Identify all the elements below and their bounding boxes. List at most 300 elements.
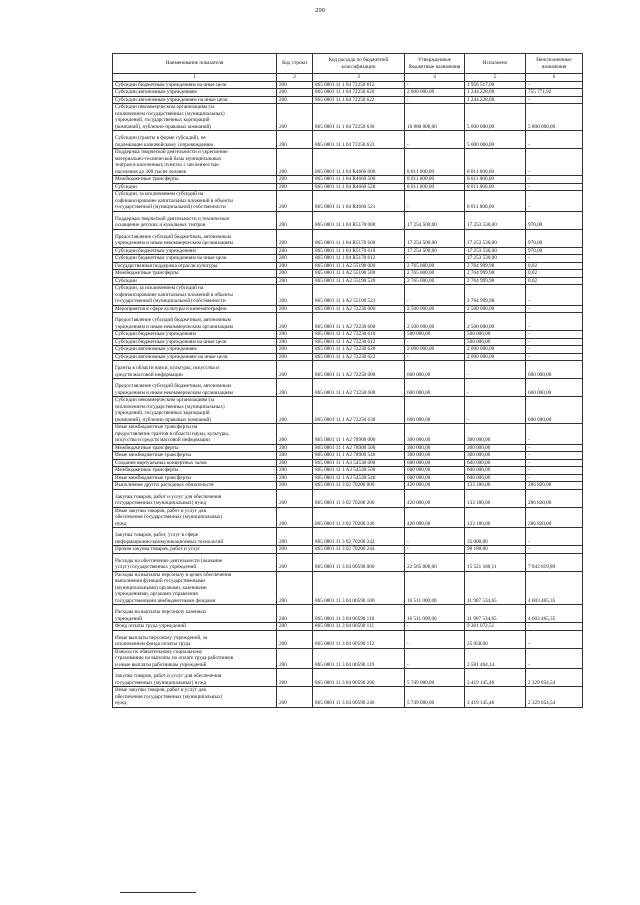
- line-code-cell: 200: [277, 482, 313, 490]
- col-header-unexecuted: Неисполненные назначения: [526, 54, 583, 74]
- executed-amount-cell: 8 011 000,00: [465, 183, 526, 191]
- approved-amount-cell: 300 000,00: [405, 424, 465, 445]
- executed-amount-cell: 25 058,00: [465, 630, 526, 648]
- approved-amount-cell: 5 749 000,00: [405, 687, 465, 708]
- budget-code-cell: 865 0801 11 3 04 00590 119: [313, 648, 405, 669]
- unexecuted-amount-cell: 970,00: [526, 211, 583, 229]
- table-row: [113, 96, 583, 104]
- executed-amount-cell: 2 500 000,00: [465, 305, 526, 313]
- unexecuted-amount-cell: 600 000,00: [526, 397, 583, 424]
- indicator-name-cell: Субсидии бюджетным учреждениям на иные цели: [113, 255, 277, 263]
- budget-code-cell: 865 0801 11 1 04 R5170 600: [313, 229, 405, 247]
- unexecuted-amount-cell: -: [526, 474, 583, 482]
- executed-amount-cell: 133 180,00: [465, 507, 526, 528]
- approved-amount-cell: 8 011 000,00: [405, 183, 465, 191]
- indicator-name-cell: Предоставление субсидий бюджетным, автономным учреждениям и иным некоммерческим организациям: [113, 313, 277, 331]
- budget-execution-table: [112, 53, 583, 708]
- approved-amount-cell: -: [405, 353, 465, 361]
- indicator-name-cell: Субсидии бюджетным учреждениям: [113, 247, 277, 255]
- line-code-cell: 200: [277, 571, 313, 605]
- line-code-cell: 200: [277, 270, 313, 278]
- col-header-approved: Утвержденные бюджетные назначения: [405, 54, 465, 74]
- table-row: [113, 571, 583, 605]
- approved-amount-cell: -: [405, 623, 465, 631]
- indicator-name-cell: Субсидии (гранты в форме субсидий), не подлежащие казначейскому сопровождению: [113, 131, 277, 149]
- budget-code-cell: 865 0801 11 1 04 R4660 520: [313, 183, 405, 191]
- line-code-cell: 200: [277, 397, 313, 424]
- unexecuted-amount-cell: -: [526, 338, 583, 346]
- line-code-cell: 200: [277, 648, 313, 669]
- unexecuted-amount-cell: -: [526, 183, 583, 191]
- unexecuted-amount-cell: -: [526, 353, 583, 361]
- line-code-cell: 200: [277, 669, 313, 687]
- indicator-name-cell: Предоставление субсидий бюджетным, автономным учреждениям и иным некоммерческим организациям: [113, 379, 277, 397]
- executed-amount-cell: 1 956 517,00: [465, 81, 526, 89]
- col-number: 5: [465, 74, 526, 82]
- executed-amount-cell: 11 907 534,65: [465, 571, 526, 605]
- table-row: [113, 285, 583, 306]
- unexecuted-amount-cell: 4 603 465,35: [526, 605, 583, 623]
- line-code-cell: 200: [277, 331, 313, 339]
- line-code-cell: 200: [277, 379, 313, 397]
- budget-code-cell: 865 0801 11 3 02 70200 242: [313, 528, 405, 546]
- table-row: [113, 191, 583, 212]
- line-code-cell: 200: [277, 89, 313, 97]
- table-row: [113, 553, 583, 571]
- unexecuted-amount-cell: -: [526, 346, 583, 354]
- budget-code-cell: 865 0801 11 1 A2 55190 000: [313, 262, 405, 270]
- unexecuted-amount-cell: -: [526, 444, 583, 452]
- budget-code-cell: 865 0801 11 1 04 72250 633: [313, 131, 405, 149]
- executed-amount-cell: 2 764 999,98: [465, 270, 526, 278]
- budget-code-cell: 865 0801 11 1 04 72250 612: [313, 81, 405, 89]
- table-row: [113, 474, 583, 482]
- approved-amount-cell: 2 000 000,00: [405, 89, 465, 97]
- budget-code-cell: 865 0801 11 3 02 70200 240: [313, 507, 405, 528]
- budget-code-cell: 865 0801 11 1 A3 54530 500: [313, 467, 405, 475]
- approved-amount-cell: -: [405, 255, 465, 263]
- table-row: [113, 452, 583, 460]
- unexecuted-amount-cell: -: [526, 424, 583, 445]
- executed-amount-cell: 1 244 228,08: [465, 96, 526, 104]
- table-row: [113, 255, 583, 263]
- executed-amount-cell: 3 419 145,46: [465, 687, 526, 708]
- budget-code-cell: 865 0801 11 3 04 00590 240: [313, 687, 405, 708]
- line-code-cell: 200: [277, 444, 313, 452]
- executed-amount-cell: 2 000 000,00: [465, 353, 526, 361]
- indicator-name-cell: Субсидии автономным учреждениям: [113, 89, 277, 97]
- budget-code-cell: 865 0801 11 3 02 70200 000: [313, 482, 405, 490]
- line-code-cell: 200: [277, 131, 313, 149]
- budget-code-cell: 865 0801 11 1 A2 72230 620: [313, 346, 405, 354]
- unexecuted-amount-cell: 970,00: [526, 229, 583, 247]
- executed-amount-cell: 600 000,00: [465, 474, 526, 482]
- budget-code-cell: 865 0801 11 3 04 00590 200: [313, 669, 405, 687]
- approved-amount-cell: -: [405, 648, 465, 669]
- indicator-name-cell: Закупка товаров, работ, услуг в сфере информационно-коммуникационных технологий: [113, 528, 277, 546]
- approved-amount-cell: 600 000,00: [405, 474, 465, 482]
- budget-code-cell: 865 0801 11 1 A2 55190 520: [313, 277, 405, 285]
- indicator-name-cell: Иные межбюджетные трансферты: [113, 474, 277, 482]
- budget-code-cell: 865 0801 11 3 04 00590 110: [313, 605, 405, 623]
- unexecuted-amount-cell: -: [526, 331, 583, 339]
- col-header-executed: Исполнено: [465, 54, 526, 74]
- budget-code-cell: 865 0801 11 1 04 R5170 612: [313, 255, 405, 263]
- col-number: 3: [313, 74, 405, 82]
- unexecuted-amount-cell: -: [526, 285, 583, 306]
- executed-amount-cell: 1 244 228,08: [465, 89, 526, 97]
- approved-amount-cell: -: [405, 546, 465, 554]
- table-row: [113, 89, 583, 97]
- table-row: [113, 669, 583, 687]
- table-row: [113, 546, 583, 554]
- line-code-cell: 200: [277, 149, 313, 176]
- executed-amount-cell: 15 521 180,11: [465, 553, 526, 571]
- indicator-name-cell: Субсидии бюджетным учреждениям: [113, 331, 277, 339]
- budget-code-cell: 865 0801 11 1 A2 72230 622: [313, 353, 405, 361]
- line-code-cell: 200: [277, 459, 313, 467]
- line-code-cell: 200: [277, 229, 313, 247]
- line-code-cell: 200: [277, 507, 313, 528]
- table-row: [113, 149, 583, 176]
- line-code-cell: 200: [277, 191, 313, 212]
- budget-code-cell: 865 0801 11 1 04 R4660 000: [313, 149, 405, 176]
- unexecuted-amount-cell: -: [526, 648, 583, 669]
- line-code-cell: 200: [277, 81, 313, 89]
- header-row: [113, 54, 583, 74]
- indicator-name-cell: Субсидии автономным учреждениям на иные цели: [113, 353, 277, 361]
- budget-code-cell: 865 0801 11 1 A2 72230 600: [313, 313, 405, 331]
- col-number: 4: [405, 74, 465, 82]
- budget-code-cell: 865 0801 11 1 04 72250 620: [313, 89, 405, 97]
- indicator-name-cell: Иные выплаты персоналу учреждений, за исключением фонда оплаты труда: [113, 630, 277, 648]
- column-number-row: [113, 74, 583, 82]
- budget-code-cell: 865 0801 11 1 A2 72230 000: [313, 305, 405, 313]
- executed-amount-cell: 2 000 000,00: [465, 346, 526, 354]
- approved-amount-cell: 2 500 000,00: [405, 313, 465, 331]
- line-code-cell: 200: [277, 361, 313, 379]
- indicator-name-cell: Создание виртуальных концертных залов: [113, 459, 277, 467]
- executed-amount-cell: 600 000,00: [465, 467, 526, 475]
- indicator-name-cell: Предоставление субсидий бюджетным, автономным учреждениям и иным некоммерческим организациям: [113, 229, 277, 247]
- line-code-cell: 200: [277, 104, 313, 131]
- indicator-name-cell: Субсидии, за исключением субсидий на софинансирование капитальных вложений в объекты государственной (муниципальной) собственности: [113, 191, 277, 212]
- indicator-name-cell: Фонд оплаты труда учреждений: [113, 623, 277, 631]
- unexecuted-amount-cell: -: [526, 313, 583, 331]
- executed-amount-cell: 17 253 530,00: [465, 255, 526, 263]
- indicator-name-cell: Прочая закупка товаров, работ и услуг: [113, 546, 277, 554]
- unexecuted-amount-cell: -: [526, 96, 583, 104]
- unexecuted-amount-cell: -: [526, 149, 583, 176]
- budget-code-cell: 865 0801 11 1 04 R5170 610: [313, 247, 405, 255]
- approved-amount-cell: 600 000,00: [405, 379, 465, 397]
- table-row: [113, 229, 583, 247]
- indicator-name-cell: Субсидии автономным учреждениям: [113, 346, 277, 354]
- executed-amount-cell: -: [465, 379, 526, 397]
- executed-amount-cell: 35 000,00: [465, 528, 526, 546]
- executed-amount-cell: 5 000 000,00: [465, 104, 526, 131]
- line-code-cell: 200: [277, 630, 313, 648]
- executed-amount-cell: 2 764 999,98: [465, 277, 526, 285]
- executed-amount-cell: 300 000,00: [465, 452, 526, 460]
- approved-amount-cell: -: [405, 630, 465, 648]
- approved-amount-cell: 600 000,00: [405, 467, 465, 475]
- indicator-name-cell: Иные закупки товаров, работ и услуг для обеспечения государственных (муниципальных) нужд: [113, 507, 277, 528]
- indicator-name-cell: Взносы по обязательному социальному страхованию на выплаты по оплате труда работников и иные выплаты работникам учреждений: [113, 648, 277, 669]
- indicator-name-cell: Межбюджетные трансферты: [113, 467, 277, 475]
- approved-amount-cell: -: [405, 81, 465, 89]
- line-code-cell: 200: [277, 338, 313, 346]
- line-code-cell: 200: [277, 424, 313, 445]
- unexecuted-amount-cell: 4 603 465,35: [526, 571, 583, 605]
- executed-amount-cell: 133 180,00: [465, 482, 526, 490]
- approved-amount-cell: 420 000,00: [405, 482, 465, 490]
- indicator-name-cell: Субсидии: [113, 277, 277, 285]
- budget-code-cell: 865 0801 11 3 04 00590 100: [313, 571, 405, 605]
- line-code-cell: 200: [277, 605, 313, 623]
- approved-amount-cell: 17 254 500,00: [405, 211, 465, 229]
- approved-amount-cell: 300 000,00: [405, 444, 465, 452]
- approved-amount-cell: 600 000,00: [405, 361, 465, 379]
- table-row: [113, 353, 583, 361]
- table-row: [113, 313, 583, 331]
- indicator-name-cell: Закупка товаров, работ и услуг для обеспечения государственных (муниципальных) нужд: [113, 669, 277, 687]
- indicator-name-cell: Иные межбюджетные трансферты на предоставление грантов в области науки, культуры, искусства и средств массовой информации: [113, 424, 277, 445]
- line-code-cell: 200: [277, 553, 313, 571]
- table-row: [113, 459, 583, 467]
- col-header-line-code: Код строки: [277, 54, 313, 74]
- table-row: [113, 482, 583, 490]
- table-row: [113, 623, 583, 631]
- table-row: [113, 305, 583, 313]
- table-row: [113, 489, 583, 507]
- table-row: [113, 331, 583, 339]
- approved-amount-cell: 17 254 500,00: [405, 229, 465, 247]
- approved-amount-cell: 600 000,00: [405, 397, 465, 424]
- budget-code-cell: 865 0801 11 1 04 72250 630: [313, 104, 405, 131]
- table-row: [113, 183, 583, 191]
- executed-amount-cell: -: [465, 361, 526, 379]
- unexecuted-amount-cell: 286 820,00: [526, 507, 583, 528]
- unexecuted-amount-cell: -: [526, 255, 583, 263]
- unexecuted-amount-cell: 0,02: [526, 270, 583, 278]
- executed-amount-cell: 133 180,00: [465, 489, 526, 507]
- indicator-name-cell: Субсидии автономным учреждениям на иные цели: [113, 96, 277, 104]
- table-row: [113, 424, 583, 445]
- unexecuted-amount-cell: -: [526, 176, 583, 184]
- approved-amount-cell: 2 765 000,00: [405, 262, 465, 270]
- budget-code-cell: 865 0801 11 1 A2 72230 610: [313, 331, 405, 339]
- indicator-name-cell: Расходы на выплаты персоналу казенных учреждений: [113, 605, 277, 623]
- unexecuted-amount-cell: -: [526, 546, 583, 554]
- executed-amount-cell: 17 253 530,00: [465, 247, 526, 255]
- budget-code-cell: 865 0801 11 3 04 00590 000: [313, 553, 405, 571]
- table-row: [113, 270, 583, 278]
- col-number: 2: [277, 74, 313, 82]
- budget-code-cell: 865 0801 11 1 04 R4660 500: [313, 176, 405, 184]
- approved-amount-cell: 2 765 000,00: [405, 277, 465, 285]
- line-code-cell: 200: [277, 285, 313, 306]
- executed-amount-cell: 2 500 000,00: [465, 313, 526, 331]
- executed-amount-cell: -: [465, 397, 526, 424]
- indicator-name-cell: Мероприятия в сфере культуры и кинематографии: [113, 305, 277, 313]
- budget-code-cell: 865 0801 11 1 04 R5170 000: [313, 211, 405, 229]
- line-code-cell: 200: [277, 96, 313, 104]
- indicator-name-cell: Субсидии бюджетным учреждениям на иные цели: [113, 338, 277, 346]
- unexecuted-amount-cell: 600 000,00: [526, 361, 583, 379]
- unexecuted-amount-cell: -: [526, 81, 583, 89]
- table-row: [113, 630, 583, 648]
- line-code-cell: 200: [277, 474, 313, 482]
- approved-amount-cell: -: [405, 191, 465, 212]
- approved-amount-cell: -: [405, 131, 465, 149]
- indicator-name-cell: Субсидии некоммерческим организациям (за исключением государственных (муниципальных) учреждений, государственных корпораций (компаний), публично-правовых компаний): [113, 397, 277, 424]
- executed-amount-cell: 500 000,00: [465, 338, 526, 346]
- approved-amount-cell: 500 000,00: [405, 331, 465, 339]
- budget-code-cell: 865 0801 11 1 A2 55190 521: [313, 285, 405, 306]
- unexecuted-amount-cell: 5 800 000,00: [526, 104, 583, 131]
- approved-amount-cell: 17 254 500,00: [405, 247, 465, 255]
- line-code-cell: 200: [277, 467, 313, 475]
- table-row: [113, 176, 583, 184]
- line-code-cell: 200: [277, 623, 313, 631]
- unexecuted-amount-cell: -: [526, 305, 583, 313]
- line-code-cell: 200: [277, 176, 313, 184]
- approved-amount-cell: 10 800 000,00: [405, 104, 465, 131]
- approved-amount-cell: 8 011 000,00: [405, 176, 465, 184]
- approved-amount-cell: -: [405, 285, 465, 306]
- unexecuted-amount-cell: 286 820,00: [526, 482, 583, 490]
- col-number: 6: [526, 74, 583, 82]
- line-code-cell: 200: [277, 262, 313, 270]
- table-row: [113, 277, 583, 285]
- budget-code-cell: 865 0801 11 3 04 00590 112: [313, 630, 405, 648]
- executed-amount-cell: 11 907 534,65: [465, 605, 526, 623]
- table-row: [113, 81, 583, 89]
- table-row: [113, 338, 583, 346]
- executed-amount-cell: 600 000,00: [465, 459, 526, 467]
- line-code-cell: 200: [277, 211, 313, 229]
- table-row: [113, 528, 583, 546]
- indicator-name-cell: Субсидии, за исключением субсидий на софинансирование капитальных вложений в объекты государственной (муниципальной) собственности: [113, 285, 277, 306]
- table-row: [113, 687, 583, 708]
- executed-amount-cell: 8 011 000,00: [465, 191, 526, 212]
- line-code-cell: 200: [277, 528, 313, 546]
- indicator-name-cell: Поддержка творческой деятельности и техническое оснащение детских и кукольных театров: [113, 211, 277, 229]
- budget-code-cell: 865 0801 11 1 A2 72250 000: [313, 361, 405, 379]
- footnote-rule: [120, 892, 196, 893]
- table-body: [113, 81, 583, 707]
- table-row: [113, 247, 583, 255]
- approved-amount-cell: 420 000,00: [405, 507, 465, 528]
- line-code-cell: 200: [277, 346, 313, 354]
- line-code-cell: 200: [277, 353, 313, 361]
- table-row: [113, 262, 583, 270]
- unexecuted-amount-cell: 0,02: [526, 277, 583, 285]
- line-code-cell: 200: [277, 452, 313, 460]
- executed-amount-cell: 98 180,00: [465, 546, 526, 554]
- unexecuted-amount-cell: 970,00: [526, 247, 583, 255]
- executed-amount-cell: 300 000,00: [465, 444, 526, 452]
- approved-amount-cell: 420 000,00: [405, 489, 465, 507]
- approved-amount-cell: 2 000 000,00: [405, 346, 465, 354]
- line-code-cell: 200: [277, 687, 313, 708]
- line-code-cell: 200: [277, 489, 313, 507]
- page-number: 200: [315, 7, 325, 14]
- table-row: [113, 605, 583, 623]
- indicator-name-cell: Закупка товаров, работ и услуг для обеспечения государственных (муниципальных) нужд: [113, 489, 277, 507]
- line-code-cell: 200: [277, 305, 313, 313]
- unexecuted-amount-cell: -: [526, 191, 583, 212]
- table-row: [113, 361, 583, 379]
- unexecuted-amount-cell: -: [526, 630, 583, 648]
- indicator-name-cell: Субсидии некоммерческим организациям (за исключением государственных (муниципальных) учреждений, государственных корпораций (компаний), публично-правовых компаний): [113, 104, 277, 131]
- line-code-cell: 200: [277, 313, 313, 331]
- executed-amount-cell: 500 000,00: [465, 331, 526, 339]
- approved-amount-cell: 5 749 000,00: [405, 669, 465, 687]
- indicator-name-cell: Межбюджетные трансферты: [113, 270, 277, 278]
- table-row: [113, 444, 583, 452]
- budget-code-cell: 865 0801 11 1 04 R4660 521: [313, 191, 405, 212]
- executed-amount-cell: 2 764 999,98: [465, 262, 526, 270]
- col-header-budget-code: Код расхода по бюджетной классификации: [313, 54, 405, 74]
- budget-code-cell: 865 0801 11 3 04 00590 111: [313, 623, 405, 631]
- unexecuted-amount-cell: 7 043 819,89: [526, 553, 583, 571]
- unexecuted-amount-cell: -: [526, 528, 583, 546]
- unexecuted-amount-cell: -: [526, 467, 583, 475]
- budget-code-cell: 865 0801 11 1 A2 78900 000: [313, 424, 405, 445]
- executed-amount-cell: 300 000,00: [465, 424, 526, 445]
- line-code-cell: 200: [277, 546, 313, 554]
- executed-amount-cell: 2 581 404,14: [465, 648, 526, 669]
- budget-code-cell: 865 0801 11 1 A2 78900 540: [313, 452, 405, 460]
- unexecuted-amount-cell: 2 329 854,54: [526, 669, 583, 687]
- budget-code-cell: 865 0801 11 1 A3 54530 000: [313, 459, 405, 467]
- budget-code-cell: 865 0801 11 1 A2 72230 612: [313, 338, 405, 346]
- executed-amount-cell: 8 011 000,00: [465, 176, 526, 184]
- executed-amount-cell: 8 011 000,00: [465, 149, 526, 176]
- table-row: [113, 104, 583, 131]
- budget-code-cell: 865 0801 11 1 A2 78900 500: [313, 444, 405, 452]
- executed-amount-cell: 9 301 072,51: [465, 623, 526, 631]
- approved-amount-cell: 2 500 000,00: [405, 305, 465, 313]
- indicator-name-cell: Поддержка творческой деятельности и укрепление материально-технической базы муниципальных театров в населенных пунктах с численностью населения до 300 тысяч человек: [113, 149, 277, 176]
- executed-amount-cell: 17 253 530,00: [465, 229, 526, 247]
- table-row: [113, 346, 583, 354]
- table-row: [113, 131, 583, 149]
- col-number: 1: [113, 74, 277, 82]
- approved-amount-cell: 16 511 000,00: [405, 571, 465, 605]
- approved-amount-cell: 300 000,00: [405, 452, 465, 460]
- indicator-name-cell: Иные закупки товаров, работ и услуг для обеспечения государственных (муниципальных) нужд: [113, 687, 277, 708]
- approved-amount-cell: 8 011 000,00: [405, 149, 465, 176]
- line-code-cell: 200: [277, 247, 313, 255]
- indicator-name-cell: Субсидии: [113, 183, 277, 191]
- indicator-name-cell: Межбюджетные трансферты: [113, 176, 277, 184]
- table-row: [113, 648, 583, 669]
- unexecuted-amount-cell: -: [526, 452, 583, 460]
- budget-code-cell: 865 0801 11 3 02 70200 200: [313, 489, 405, 507]
- unexecuted-amount-cell: 0,02: [526, 262, 583, 270]
- unexecuted-amount-cell: 600 000,00: [526, 379, 583, 397]
- indicator-name-cell: Субсидии бюджетным учреждениям на иные цели: [113, 81, 277, 89]
- indicator-name-cell: Расходы на обеспечение деятельности (оказание услуг) государственных учреждений: [113, 553, 277, 571]
- indicator-name-cell: Выполнение других расходных обязательств: [113, 482, 277, 490]
- table-row: [113, 467, 583, 475]
- table-row: [113, 507, 583, 528]
- approved-amount-cell: -: [405, 338, 465, 346]
- line-code-cell: 200: [277, 183, 313, 191]
